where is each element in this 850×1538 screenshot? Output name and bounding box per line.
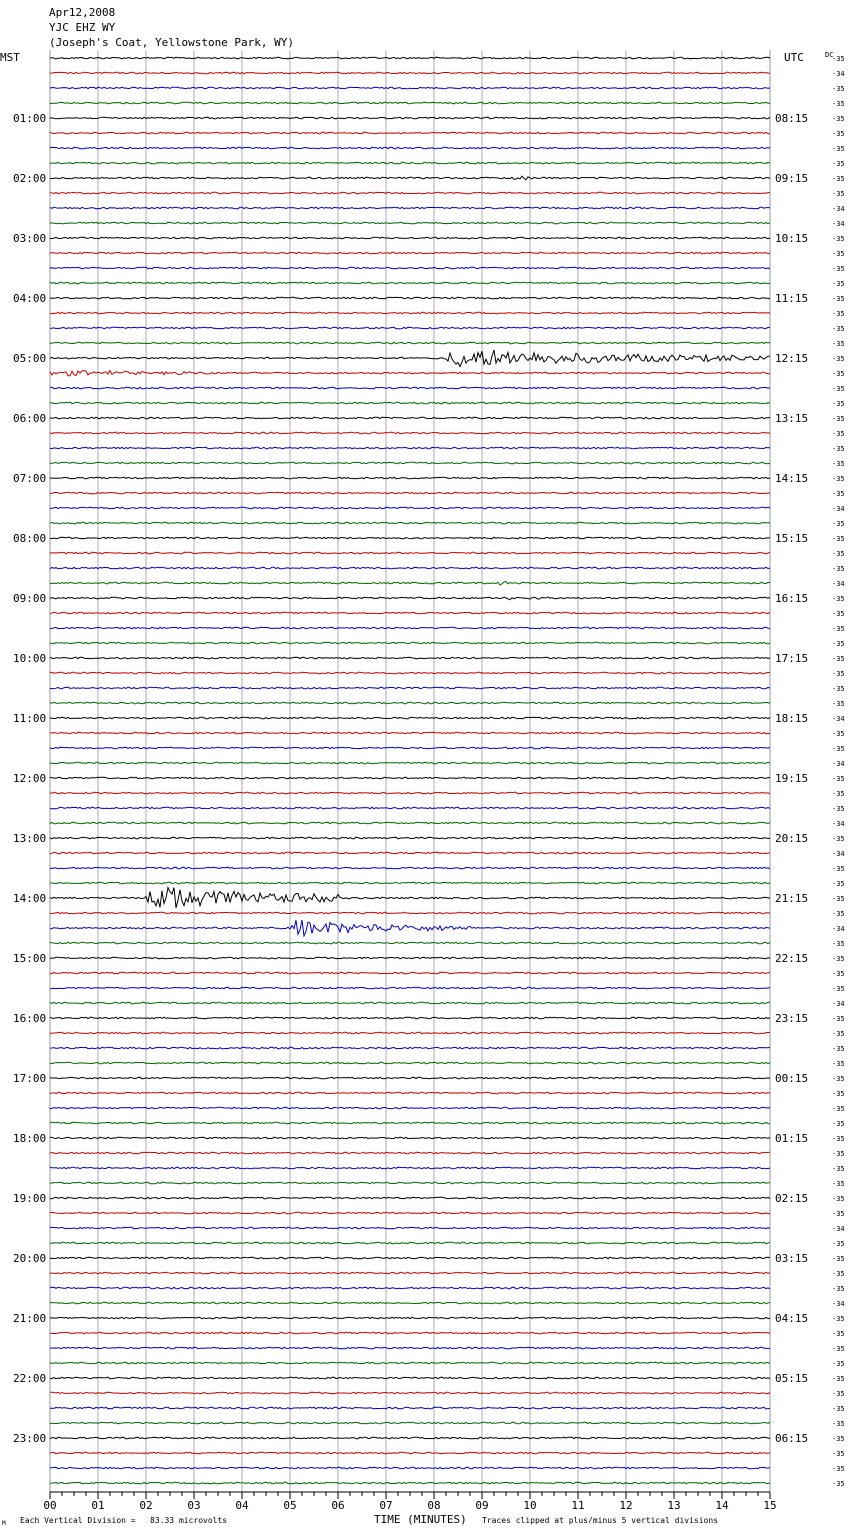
dc-offset-label: -35: [832, 940, 845, 948]
trace-row-80: [50, 1257, 770, 1259]
dc-offset-label: -35: [832, 655, 845, 663]
dc-offset-label: -34: [832, 1300, 845, 1308]
trace-row-92: [50, 1437, 770, 1439]
left-hour-label: 04:00: [13, 292, 47, 305]
right-hour-label: 15:15: [775, 532, 809, 545]
left-hour-label: 17:00: [13, 1072, 47, 1085]
x-tick-label: 03: [187, 1499, 201, 1512]
x-tick-label: 11: [571, 1499, 585, 1512]
dc-offset-label: -35: [832, 640, 845, 648]
trace-row-68: [50, 1077, 770, 1079]
dc-offset-label: -35: [832, 985, 845, 993]
dc-offset-label: -35: [832, 1450, 845, 1458]
dc-offset-label: -35: [832, 625, 845, 633]
dc-offset-label: -35: [832, 1075, 845, 1083]
dc-offset-label: -35: [832, 1150, 845, 1158]
left-hour-label: 19:00: [13, 1192, 47, 1205]
right-hour-label: 06:15: [775, 1432, 809, 1445]
dc-offset-label: -35: [832, 250, 845, 258]
trace-row-32: [50, 537, 770, 539]
dc-offset-label: -35: [832, 1330, 845, 1338]
dc-offset-label: -35: [832, 670, 845, 678]
trace-row-23: [50, 402, 770, 404]
header-station: YJC EHZ WY: [49, 21, 116, 34]
trace-row-51: [50, 822, 770, 824]
trace-row-89: [50, 1392, 770, 1394]
trace-row-90: [50, 1407, 770, 1409]
x-tick-label: 10: [523, 1499, 537, 1512]
dc-offset-label: -35: [832, 1405, 845, 1413]
dc-offset-label: -35: [832, 730, 845, 738]
seismic-traces: [50, 57, 770, 1484]
trace-row-82: [50, 1287, 770, 1289]
trace-row-63: [50, 1002, 770, 1004]
dc-offset-label: -34: [832, 820, 845, 828]
trace-row-71: [50, 1122, 770, 1124]
header-location: (Joseph's Coat, Yellowstone Park, WY): [49, 36, 295, 49]
dc-offset-label: -35: [832, 835, 845, 843]
left-hour-label: 21:00: [13, 1312, 47, 1325]
trace-row-62: [50, 987, 770, 989]
scale-note: Each Vertical Division = 83.33 microvolts: [20, 1516, 228, 1525]
dc-offset-label: -35: [832, 85, 845, 93]
right-hour-label: 01:15: [775, 1132, 809, 1145]
trace-row-75: [50, 1182, 770, 1184]
dc-offset-label: -35: [832, 1480, 845, 1488]
right-hour-label: 14:15: [775, 472, 809, 485]
dc-offset-label: -34: [832, 715, 845, 723]
x-tick-label: 07: [379, 1499, 393, 1512]
left-hour-label: 14:00: [13, 892, 47, 905]
trace-row-56: [50, 888, 770, 908]
trace-row-39: [50, 642, 770, 644]
dc-offset-label: -35: [832, 265, 845, 273]
trace-row-28: [50, 477, 770, 479]
dc-offset-label: -35: [832, 310, 845, 318]
trace-row-35: [50, 582, 770, 586]
trace-row-74: [50, 1167, 770, 1169]
dc-offset-label: -35: [832, 1165, 845, 1173]
right-hour-label: 11:15: [775, 292, 809, 305]
trace-row-10: [50, 207, 770, 209]
right-hour-label: 23:15: [775, 1012, 809, 1025]
x-axis-title: TIME (MINUTES): [374, 1513, 467, 1526]
dc-offset-label: -35: [832, 1030, 845, 1038]
trace-row-12: [50, 237, 770, 239]
trace-row-54: [50, 867, 770, 869]
left-hour-label: 10:00: [13, 652, 47, 665]
dc-offset-label: -35: [832, 745, 845, 753]
trace-row-15: [50, 282, 770, 284]
x-tick-label: 01: [91, 1499, 105, 1512]
trace-row-44: [50, 717, 770, 719]
dc-offset-label: -35: [832, 685, 845, 693]
x-tick-label: 15: [763, 1499, 777, 1512]
right-hour-label: 22:15: [775, 952, 809, 965]
corner-mark: M: [2, 1520, 6, 1527]
left-hour-label: 22:00: [13, 1372, 47, 1385]
dc-offset-label: -35: [832, 175, 845, 183]
trace-row-7: [50, 162, 770, 164]
trace-row-48: [50, 777, 770, 779]
dc-offset-label: -35: [832, 115, 845, 123]
dc-offset-label: -35: [832, 880, 845, 888]
trace-row-67: [50, 1062, 770, 1064]
clip-note: Traces clipped at plus/minus 5 vertical divisions: [482, 1516, 719, 1525]
right-hour-label: 16:15: [775, 592, 809, 605]
left-hour-label: 20:00: [13, 1252, 47, 1265]
dc-offset-label: -35: [832, 325, 845, 333]
dc-offset-label: -35: [832, 1420, 845, 1428]
trace-row-49: [50, 792, 770, 794]
trace-row-45: [50, 732, 770, 734]
x-tick-label: 06: [331, 1499, 345, 1512]
left-hour-label: 11:00: [13, 712, 47, 725]
x-tick-label: 09: [475, 1499, 489, 1512]
x-tick-label: 05: [283, 1499, 297, 1512]
dc-offset-label: -35: [832, 1105, 845, 1113]
dc-offset-label: -35: [832, 1270, 845, 1278]
trace-row-86: [50, 1347, 770, 1349]
dc-offset-label: -35: [832, 1465, 845, 1473]
minute-gridlines: [50, 50, 770, 1492]
left-hour-label: 18:00: [13, 1132, 47, 1145]
trace-row-21: [50, 371, 770, 376]
trace-row-66: [50, 1047, 770, 1049]
dc-offset-label: -34: [832, 760, 845, 768]
trace-row-79: [50, 1242, 770, 1244]
dc-offset-label: -34: [832, 505, 845, 513]
trace-row-91: [50, 1422, 770, 1424]
left-hour-label: 05:00: [13, 352, 47, 365]
x-tick-label: 04: [235, 1499, 249, 1512]
trace-row-61: [50, 972, 770, 974]
left-axis-title: MST: [0, 51, 20, 64]
dc-offset-label: -35: [832, 445, 845, 453]
left-hour-label: 13:00: [13, 832, 47, 845]
trace-row-26: [50, 447, 770, 449]
dc-offset-label: -35: [832, 475, 845, 483]
x-tick-label: 00: [43, 1499, 57, 1512]
dc-offset-label: -35: [832, 1315, 845, 1323]
dc-offset-label: -35: [832, 385, 845, 393]
dc-offset-label: -35: [832, 700, 845, 708]
trace-row-24: [50, 417, 770, 419]
right-hour-label: 21:15: [775, 892, 809, 905]
right-hour-label: 20:15: [775, 832, 809, 845]
x-tick-label: 02: [139, 1499, 153, 1512]
trace-row-64: [50, 1017, 770, 1019]
trace-row-18: [50, 327, 770, 329]
right-hour-label: 00:15: [775, 1072, 809, 1085]
right-hour-label: 18:15: [775, 712, 809, 725]
dc-offset-label: -35: [832, 130, 845, 138]
x-tick-label: 13: [667, 1499, 681, 1512]
trace-row-59: [50, 942, 770, 944]
trace-row-27: [50, 462, 770, 464]
dc-offset-label: -35: [832, 1345, 845, 1353]
trace-row-14: [50, 267, 770, 269]
dc-offset-label: -35: [832, 160, 845, 168]
trace-row-95: [50, 1482, 770, 1484]
dc-offset-label: -35: [832, 1285, 845, 1293]
left-hour-labels: [13, 112, 46, 1445]
right-hour-label: 17:15: [775, 652, 809, 665]
left-hour-label: 16:00: [13, 1012, 47, 1025]
dc-offset-label: -35: [832, 1060, 845, 1068]
trace-row-81: [50, 1272, 770, 1274]
trace-row-76: [50, 1197, 770, 1199]
left-hour-label: 09:00: [13, 592, 47, 605]
right-hour-label: 10:15: [775, 232, 809, 245]
trace-row-40: [50, 657, 770, 659]
dc-offset-label: -35: [832, 1375, 845, 1383]
trace-row-60: [50, 957, 770, 959]
dc-offset-label: -35: [832, 235, 845, 243]
trace-row-34: [50, 567, 770, 569]
dc-offset-label: -35: [832, 1045, 845, 1053]
trace-row-50: [50, 807, 770, 809]
trace-row-4: [50, 117, 770, 119]
dc-offset-label: -34: [832, 1000, 845, 1008]
dc-offset-label: -35: [832, 805, 845, 813]
right-hour-label: 13:15: [775, 412, 809, 425]
trace-row-16: [50, 297, 770, 299]
right-hour-label: 19:15: [775, 772, 809, 785]
dc-offset-label: -34: [832, 580, 845, 588]
left-hour-label: 12:00: [13, 772, 47, 785]
dc-offset-label: -35: [832, 610, 845, 618]
left-hour-label: 08:00: [13, 532, 47, 545]
dc-offset-label: -35: [832, 1390, 845, 1398]
trace-row-31: [50, 522, 770, 524]
trace-row-13: [50, 252, 770, 254]
header-date: Apr12,2008: [49, 6, 116, 19]
trace-row-72: [50, 1137, 770, 1139]
trace-row-3: [50, 102, 770, 104]
dc-offset-label: -35: [832, 340, 845, 348]
dc-offset-label: -35: [832, 280, 845, 288]
dc-offset-label: -35: [832, 895, 845, 903]
left-hour-label: 01:00: [13, 112, 47, 125]
right-hour-label: 05:15: [775, 1372, 809, 1385]
x-tick-label: 12: [619, 1499, 633, 1512]
trace-row-8: [50, 176, 770, 180]
trace-row-37: [50, 612, 770, 614]
dc-offset-label: -35: [832, 100, 845, 108]
trace-row-38: [50, 627, 770, 629]
trace-row-5: [50, 132, 770, 134]
trace-row-85: [50, 1332, 770, 1334]
dc-offset-label: -35: [832, 1240, 845, 1248]
trace-row-70: [50, 1107, 770, 1109]
x-axis: [43, 1492, 776, 1512]
trace-row-2: [50, 87, 770, 89]
trace-row-53: [50, 852, 770, 854]
dc-offset-label: -34: [832, 220, 845, 228]
trace-row-55: [50, 882, 770, 884]
dc-offset-label: -35: [832, 775, 845, 783]
dc-offset-label: -35: [832, 355, 845, 363]
dc-offset-label: -35: [832, 1120, 845, 1128]
dc-offset-label: -35: [832, 955, 845, 963]
trace-row-20: [50, 350, 770, 367]
right-hour-label: 02:15: [775, 1192, 809, 1205]
trace-row-88: [50, 1377, 770, 1379]
trace-row-0: [50, 57, 770, 59]
dc-offset-label: -35: [832, 430, 845, 438]
dc-offset-label: -35: [832, 1090, 845, 1098]
trace-row-17: [50, 312, 770, 314]
dc-offset-label: -35: [832, 790, 845, 798]
right-axis-title: UTC: [784, 51, 804, 64]
right-hour-label: 04:15: [775, 1312, 809, 1325]
right-hour-label: 08:15: [775, 112, 809, 125]
trace-row-29: [50, 492, 770, 494]
right-hour-labels: [775, 112, 808, 1445]
dc-offset-label: -35: [832, 1135, 845, 1143]
dc-offset-label: -35: [832, 460, 845, 468]
dc-offset-label: -34: [832, 1225, 845, 1233]
dc-offset-label: -35: [832, 1360, 845, 1368]
dc-offset-label: -34: [832, 70, 845, 78]
trace-row-43: [50, 702, 770, 704]
dc-offset-label: -35: [832, 565, 845, 573]
dc-offset-label: -35: [832, 550, 845, 558]
trace-row-58: [50, 920, 770, 936]
x-tick-label: 14: [715, 1499, 729, 1512]
trace-row-69: [50, 1092, 770, 1094]
left-hour-label: 15:00: [13, 952, 47, 965]
right-hour-label: 03:15: [775, 1252, 809, 1265]
left-hour-label: 06:00: [13, 412, 47, 425]
dc-offset-label: -35: [832, 1435, 845, 1443]
trace-row-1: [50, 72, 770, 74]
trace-row-30: [50, 507, 770, 509]
trace-row-93: [50, 1452, 770, 1454]
left-hour-label: 02:00: [13, 172, 47, 185]
dc-offset-label: -35: [832, 520, 845, 528]
trace-row-83: [50, 1302, 770, 1304]
trace-row-52: [50, 837, 770, 839]
trace-row-25: [50, 432, 770, 434]
dc-offset-label: -35: [832, 535, 845, 543]
dc-offset-label: -35: [832, 910, 845, 918]
dc-offset-label: -34: [832, 850, 845, 858]
dc-offset-label: -35: [832, 1195, 845, 1203]
left-hour-label: 23:00: [13, 1432, 47, 1445]
right-hour-label: 12:15: [775, 352, 809, 365]
dc-offset-labels: [832, 55, 845, 1488]
trace-row-22: [50, 387, 770, 389]
dc-offset-label: -35: [832, 55, 845, 63]
trace-row-77: [50, 1212, 770, 1214]
trace-row-73: [50, 1152, 770, 1154]
x-tick-label: 08: [427, 1499, 441, 1512]
dc-offset-label: -35: [832, 595, 845, 603]
trace-row-19: [50, 342, 770, 344]
dc-offset-label: -35: [832, 295, 845, 303]
trace-row-11: [50, 222, 770, 224]
trace-row-36: [50, 597, 770, 600]
right-hour-label: 09:15: [775, 172, 809, 185]
dc-offset-label: -35: [832, 1180, 845, 1188]
trace-row-78: [50, 1227, 770, 1229]
trace-row-87: [50, 1362, 770, 1364]
dc-offset-label: -35: [832, 400, 845, 408]
dc-offset-label: -34: [832, 205, 845, 213]
trace-row-65: [50, 1032, 770, 1034]
dc-offset-label: -35: [832, 145, 845, 153]
trace-row-6: [50, 147, 770, 149]
dc-offset-label: -35: [832, 370, 845, 378]
trace-row-41: [50, 672, 770, 674]
trace-row-33: [50, 552, 770, 554]
trace-row-42: [50, 687, 770, 689]
trace-row-57: [50, 912, 770, 914]
trace-row-46: [50, 747, 770, 749]
dc-offset-label: -35: [832, 190, 845, 198]
dc-offset-label: -35: [832, 1210, 845, 1218]
dc-offset-label: -35: [832, 490, 845, 498]
trace-row-9: [50, 192, 770, 194]
dc-offset-label: -35: [832, 1255, 845, 1263]
left-hour-label: 07:00: [13, 472, 47, 485]
dc-label: DC: [825, 51, 834, 59]
dc-offset-label: -35: [832, 970, 845, 978]
trace-row-94: [50, 1467, 770, 1469]
trace-row-84: [50, 1317, 770, 1319]
dc-offset-label: -35: [832, 1015, 845, 1023]
dc-offset-label: -35: [832, 865, 845, 873]
dc-offset-label: -35: [832, 415, 845, 423]
trace-row-47: [50, 762, 770, 764]
dc-offset-label: -34: [832, 925, 845, 933]
left-hour-label: 03:00: [13, 232, 47, 245]
